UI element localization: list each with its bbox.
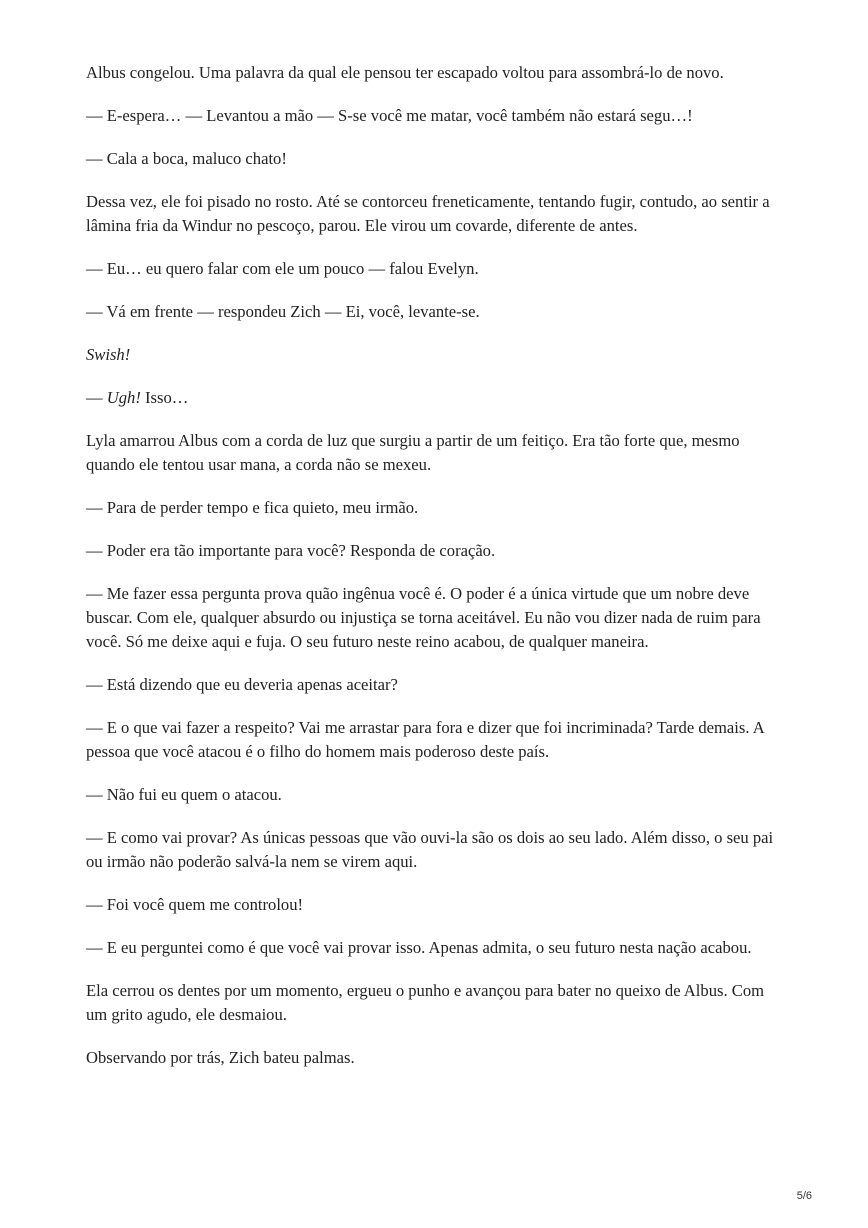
- page-number: 5/6: [796, 1190, 812, 1202]
- document-body: [86, 61, 786, 1089]
- paragraph-5: — Eu… eu quero falar com ele um pouco — falou Evelyn.: [86, 259, 479, 278]
- paragraph-13: — Está dizendo que eu deveria apenas aceitar?: [86, 675, 398, 694]
- paragraph-9: Lyla amarrou Albus com a corda de luz que surgiu a partir de um feitiço. Era tão forte que, mesmo quando ele tentou usar mana, a corda não se mexeu.: [86, 431, 740, 474]
- dash-prefix: —: [86, 388, 107, 407]
- paragraph-19: Ela cerrou os dentes por um momento, ergueu o punho e avançou para bater no queixo de Albus. Com um grito agudo, ele desmaiou.: [86, 981, 765, 1024]
- interjection-ugh: Ugh!: [106, 388, 141, 407]
- paragraph-14: — E o que vai fazer a respeito? Vai me arrastar para fora e dizer que foi incriminada? Tarde demais. A pessoa que você atacou é o filho do homem mais poderoso deste país.: [86, 718, 764, 761]
- paragraph-8: [86, 386, 786, 410]
- dialogue-suffix: Isso…: [140, 388, 189, 407]
- sound-effect-swish: Swish!: [86, 345, 131, 364]
- paragraph-2: — E-espera… — Levantou a mão — S-se você me matar, você também não estará segu…!: [86, 106, 693, 125]
- paragraph-7: [86, 343, 786, 367]
- paragraph-6: — Vá em frente — respondeu Zich — Ei, você, levante-se.: [86, 302, 480, 321]
- paragraph-1: Albus congelou. Uma palavra da qual ele pensou ter escapado voltou para assombrá-lo de novo.: [86, 63, 724, 82]
- paragraph-16: — E como vai provar? As únicas pessoas que vão ouvi-la são os dois ao seu lado. Além disso, o seu pai ou irmão não poderão salvá-la nem se virem aqui.: [86, 828, 774, 871]
- paragraph-4: Dessa vez, ele foi pisado no rosto. Até se contorceu freneticamente, tentando fugir, contudo, ao sentir a lâmina fria da Windur no pescoço, parou. Ele virou um covarde, diferente de antes.: [86, 192, 770, 235]
- paragraph-17: — Foi você quem me controlou!: [86, 895, 304, 914]
- paragraph-12: — Me fazer essa pergunta prova quão ingênua você é. O poder é a única virtude que um nobre deve buscar. Com ele, qualquer absurdo ou injustiça se torna aceitável. Eu não vou dizer nada de ruim para você. Só me deixe aqui e fuja. O seu futuro neste reino acabou, de qualquer maneira.: [86, 584, 761, 651]
- paragraph-15: — Não fui eu quem o atacou.: [86, 785, 282, 804]
- paragraph-20: Observando por trás, Zich bateu palmas.: [86, 1048, 355, 1067]
- paragraph-11: — Poder era tão importante para você? Responda de coração.: [86, 541, 496, 560]
- paragraph-10: — Para de perder tempo e fica quieto, meu irmão.: [86, 498, 419, 517]
- paragraph-18: — E eu perguntei como é que você vai provar isso. Apenas admita, o seu futuro nesta nação acabou.: [86, 938, 752, 957]
- paragraph-3: — Cala a boca, maluco chato!: [86, 149, 287, 168]
